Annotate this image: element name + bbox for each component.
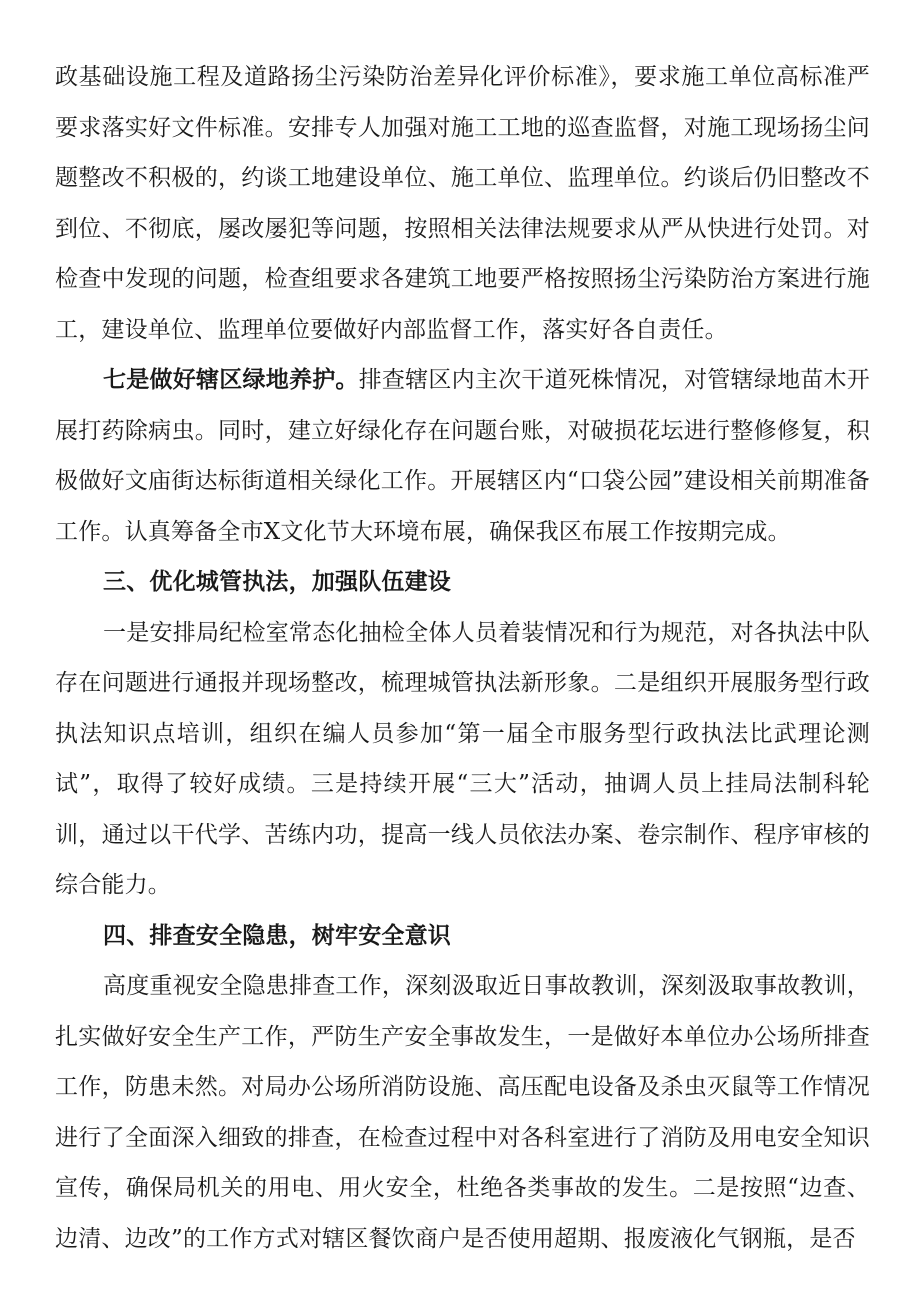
paragraph-dust-control [55,52,870,355]
paragraph-safety [55,961,870,1264]
paragraph-lead: 七是做好辖区绿地养护。 [103,366,359,393]
document-body [55,52,870,1264]
paragraph-green-maintenance [55,355,870,557]
paragraph-enforcement [55,608,870,911]
section-heading-safety: 四、排查安全隐患，树牢安全意识 [103,921,451,949]
section-heading-enforcement: 三、优化城管执法，加强队伍建设 [103,568,451,595]
paragraph-text: 一是安排局纪检室常态化抽检全体人员着装情况和行为规范，对各执法中队存在问题进行通报并现场整改，梳理城管执法新形象。二是组织开展服务型行政执法知识点培训，组织在编人员参加“第一届全市服务型行政执法比武理论测试”，取得了较好成绩。三是持续开展“三大”活动，抽调人员上挂局法制科轮训，通过以干代学、苦练内功，提高一线人员依法办案、卷宗制作、程序审核的综合能力。 [55,619,870,898]
paragraph-text: 排查辖区内主次干道死株情况，对管辖绿地苗木开展打药除病虫。同时，建立好绿化存在问题台账，对破损花坛进行整修修复，积极做好文庙街达标街道相关绿化工作。开展辖区内“口袋公园”建设相关前期准备工作。认真筹备全市X文化节大环境布展，确保我区布展工作按期完成。 [55,367,871,545]
paragraph-text: 高度重视安全隐患排查工作，深刻汲取近日事故教训，深刻汲取事故教训，扎实做好安全生产工作，严防生产安全事故发生，一是做好本单位办公场所排查工作，防患未然。对局办公场所消防设施、高压配电设备及杀虫灭鼠等工作情况进行了全面深入细致的排查，在检查过程中对各科室进行了消防及用电安全知识宣传，确保局机关的用电、用火安全，杜绝各类事故的发生。二是按照“边查、边清、边改”的工作方式对辖区餐饮商户是否使用超期、报废液化气钢瓶，是否 [55,973,870,1252]
paragraph-text: 政基础设施工程及道路扬尘污染防治差异化评价标准》，要求施工单位高标准严要求落实好文件标准。安排专人加强对施工工地的巡查监督，对施工现场扬尘问题整改不积极的，约谈工地建设单位、施工单位、监理单位。约谈后仍旧整改不到位、不彻底，屡改屡犯等问题，按照相关法律法规要求从严从快进行处罚。对检查中发现的问题，检查组要求各建筑工地要严格按照扬尘污染防治方案进行施工，建设单位、监理单位要做好内部监督工作，落实好各自责任。 [55,64,870,343]
